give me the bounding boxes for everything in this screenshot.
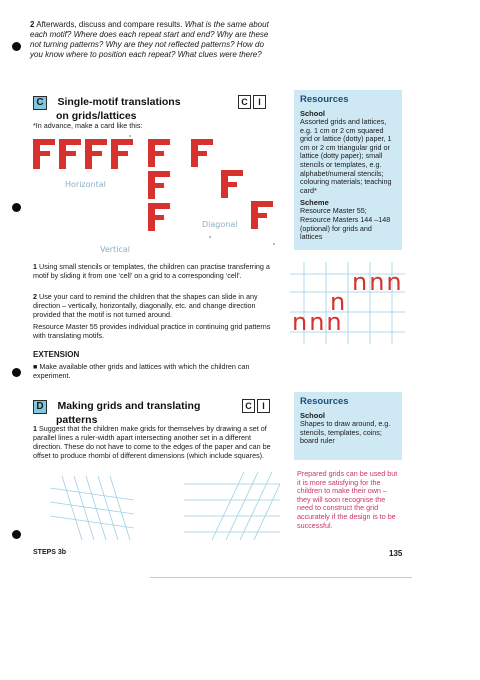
school-heading-2: School [300,411,326,420]
p2-text: Use your card to remind the children that the shapes can slide in any direction – vertically, horizontally, diagonally, etc. and change direction provided that the motif is not turned around. [33,292,258,319]
badge-c: C [238,95,251,109]
intro-number: 2 [30,20,35,29]
section-letter-c: C [33,96,47,110]
footer-book-title: STEPS 3b [33,549,67,556]
badge-i-2: I [257,399,270,413]
bullet-icon: ■ [33,362,40,371]
scheme-heading: Scheme [300,198,329,208]
resources-panel-1 [294,90,402,250]
section-d-title-line2: patterns [56,414,98,426]
label-horizontal: Horizontal [65,180,106,189]
n-row-3: nnn [292,308,344,336]
hand-drawn-grid-1 [48,474,138,542]
grid-1-lines [50,476,134,540]
f-motif-h1 [33,139,55,169]
f-motif-v2 [148,171,170,199]
section-c-paragraph-3: Resource Master 55 provides individual practice in continuing grid patterns with translating motifs. [33,322,271,340]
footer-rule [150,577,412,578]
horizontal-f-motifs [33,139,133,169]
school-heading: School [300,109,326,118]
resources-heading: Resources [300,94,349,105]
badge-i: I [253,95,266,109]
section-c-title-line2: on grids/lattices [56,110,137,122]
section-d-heading [33,396,273,426]
section-c-title-line1: Single-motif translations [57,96,181,108]
p2-number: 2 [33,292,37,301]
p1-text: Using small stencils or templates, the children can practise transferring a motif by sliding it from one ‘cell’ on a grid to a corresponding ‘cell’. [33,262,270,280]
advance-note: *In advance, make a card like this: [33,121,143,130]
section-c-badges [236,92,266,110]
extension-heading: EXTENSION [33,350,80,359]
punch-hole-2 [12,203,21,212]
f-motif-d1 [191,139,213,167]
school-list-2: Shapes to draw around, e.g. stencils, templates, coins; board ruler [300,419,391,446]
resources-heading-2: Resources [300,396,349,407]
vertical-f-motifs [148,139,170,231]
scheme-list: Resource Master 55; Resource Masters 144 –148 (optional) for grids and lattices [300,206,391,242]
label-vertical: Vertical [100,245,130,254]
label-diagonal: Diagonal [202,220,238,229]
f-motif-v1 [148,139,170,167]
page-number: 135 [389,549,403,558]
extension-body: Make available other grids and lattices with which the children can experiment. [33,362,250,380]
n-row-1: nnn [352,268,404,296]
badge-c-2: C [242,399,255,413]
diagonal-f-motifs [191,139,273,229]
grid-2-lines [184,472,280,540]
f-motif-v3 [148,203,170,231]
teacher-tip-note: Prepared grids can be used but it is more satisfying for the children to make their own – they will soon recognise the need to construct the grid accurately if the design is to be successful. [297,469,398,530]
section-c-paragraph-2 [33,292,278,319]
punch-hole-1 [12,42,21,51]
f-motif-d3 [251,201,273,229]
p1-number: 1 [33,262,37,271]
intro-questions: What is the same about each motif? Where does each repeat start and end? Why are these not turning patterns? Why are they not reflected patterns? How do you know where to position each repeat? What clues were there? [30,20,269,59]
d-p1-number: 1 [33,424,37,433]
grid-motif-figure [290,262,405,344]
resources-panel-2 [294,392,402,460]
section-c-paragraph-1 [33,262,278,280]
f-motif-h2 [59,139,81,169]
section-d-paragraph-1 [33,424,273,460]
school-list: Assorted grids and lattices, e.g. 1 cm or 2 cm squared grid or lattice (dotty) paper, 1 cm or 2 cm triangular grid or lattice (dotty paper); small stencils or templates, e.g. alphabet/numeral stencils; colouring materials; teaching card* [300,117,392,195]
punch-hole-4 [12,530,21,539]
section-d-title-line1: Making grids and translating [57,400,201,412]
section-d-badges [240,396,270,414]
punch-hole-3 [12,368,21,377]
d-p1-text: Suggest that the children make grids for themselves by drawing a set of parallel lines a ruler-width apart intersecting another set in a different direction. These do not have to come to the edges of the paper and can be offset to produce rhombi of different dimensions (which include squares). [33,424,271,460]
f-motif-h4 [111,139,133,169]
f-motif-d2 [221,170,243,198]
section-letter-d: D [33,400,47,414]
intro-lead: Afterwards, discuss and compare results. [36,20,183,29]
n-row-2: n [330,288,346,316]
hand-drawn-grid-2 [182,470,282,542]
extension-text [33,362,278,380]
f-motif-h3 [85,139,107,169]
translation-card-figure [33,133,283,258]
intro-paragraph [30,20,278,60]
